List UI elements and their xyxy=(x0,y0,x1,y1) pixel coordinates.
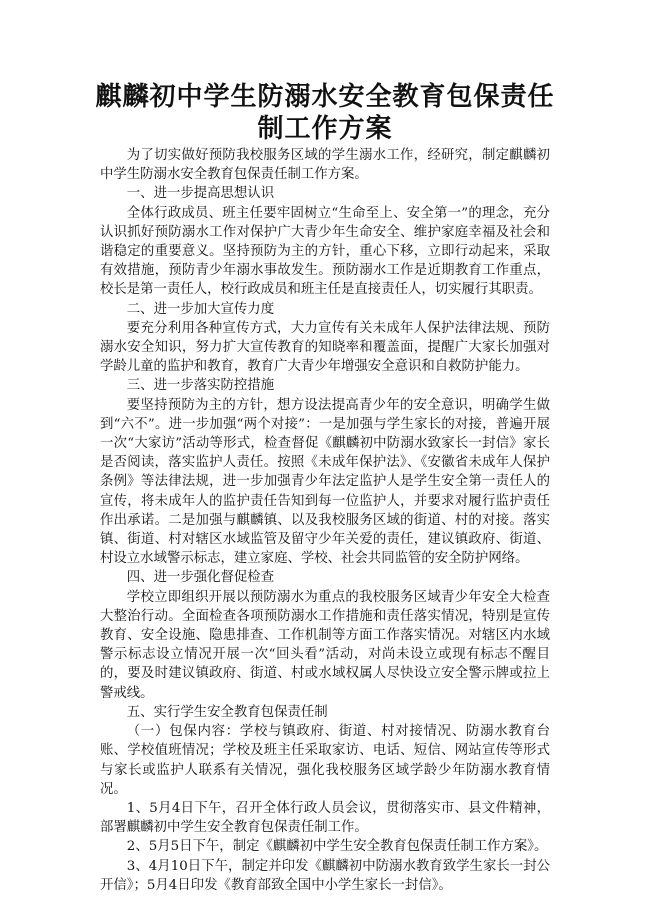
section-heading-3: 三、进一步落实防控措施 xyxy=(126,378,275,394)
intro-paragraph: 为了切实做好预防我校服务区域的学生溺水工作，经研究，制定麒麟初中学生防溺水安全教育包保责任制工作方案。 xyxy=(100,148,550,183)
section-5-subsection-1: （一）包保内容：学校与镇政府、街道、村对接情况、防溺水教育台账、学校值班情况；学校及班主任采取家访、电话、短信、网站宣传等形式与家长或监护人联系有关情况，强化我校服务区域学龄少年防溺水教育情况。 xyxy=(100,724,550,797)
section-heading-1: 一、进一步提高思想认识 xyxy=(126,186,275,202)
list-item-3: 3、4月10日下午，制定并印发《麒麟初中防溺水教育致学生家长一封公开信》；5月4日印发《教育部致全国中小学生家长一封信》。 xyxy=(100,858,550,893)
document-title-line1: 麒麟初中学生防溺水安全教育包保责任 xyxy=(95,82,555,112)
document-title-line2: 制工作方案 xyxy=(257,114,393,144)
section-heading-4: 四、进一步强化督促检查 xyxy=(126,570,275,586)
list-item-1: 1、5月4日下午，召开全体行政人员会议，贯彻落实市、县文件精神，部署麒麟初中学生安全教育包保责任制工作。 xyxy=(100,800,550,836)
section-heading-2: 二、进一步加大宣传力度 xyxy=(126,301,275,317)
section-3-paragraph: 要坚持预防为主的方针，想方设法提高青少年的安全意识，明确学生做到“六不”。进一步加强“两个对接”：一是加强与学生家长的对接，普遍开展一次“大家访”活动等形式，检查督促《麒麟初中防溺水致家长一封信》家长是否阅读，落实监护人责任。按照《未成年保护法》、《安徽省未成年人保护条例》等法律法规，进一步加强青少年法定监护人是学生安全第一责任人的宣传，将未成年人的监护责任告知到每一位监护人，并要求对履行监护责任作出承诺。二是加强与麒麟镇、以及我校服务区域的街道、村的对接。落实镇、街道、村对辖区水域监管及留守少年关爱的责任，建议镇政府、街道、村设立水域警示标志，建立家庭、学校、社会共同监管的安全防护网络。 xyxy=(100,397,550,567)
section-4-paragraph: 学校立即组织开展以预防溺水为重点的我校服务区域青少年安全大检查大整治行动。全面检查各项预防溺水工作措施和责任落实情况，特别是宣传教育、安全设施、隐患排查、工作机制等方面工作落实情况。对辖区内水域警示标志设立情况开展一次“回头看”活动，对尚未设立或现有标志不醒目的，要及时建议镇政府、街道、村或水域权属人尽快设立安全警示牌或拉上警戒线。 xyxy=(100,589,550,701)
list-item-2: 2、5月5日下午，制定《麒麟初中学生安全教育包保责任制工作方案》。 xyxy=(126,839,548,855)
document-body xyxy=(100,146,550,895)
section-1-paragraph: 全体行政成员、班主任要牢固树立“生命至上、安全第一”的理念，充分认识抓好预防溺水工作对保护广大青少年生命安全、维护家庭幸福及社会和谐稳定的重要意义。坚持预防为主的方针，重心下移，立即行动起来，采取有效措施，预防青少年溺水事故发生。预防溺水工作是近期教育工作重点，校长是第一责任人，校行政成员和班主任是直接责任人，切实履行其职责。 xyxy=(100,205,550,298)
section-heading-5: 五、实行学生安全教育包保责任制 xyxy=(126,704,328,720)
section-2-paragraph: 要充分利用各种宣传方式，大力宣传有关未成年人保护法律法规、预防溺水安全知识，努力扩大宣传教育的知晓率和覆盖面，提醒广大家长加强对学龄儿童的监护和教育，教育广大青少年增强安全意识和自救防护能力。 xyxy=(100,320,550,375)
